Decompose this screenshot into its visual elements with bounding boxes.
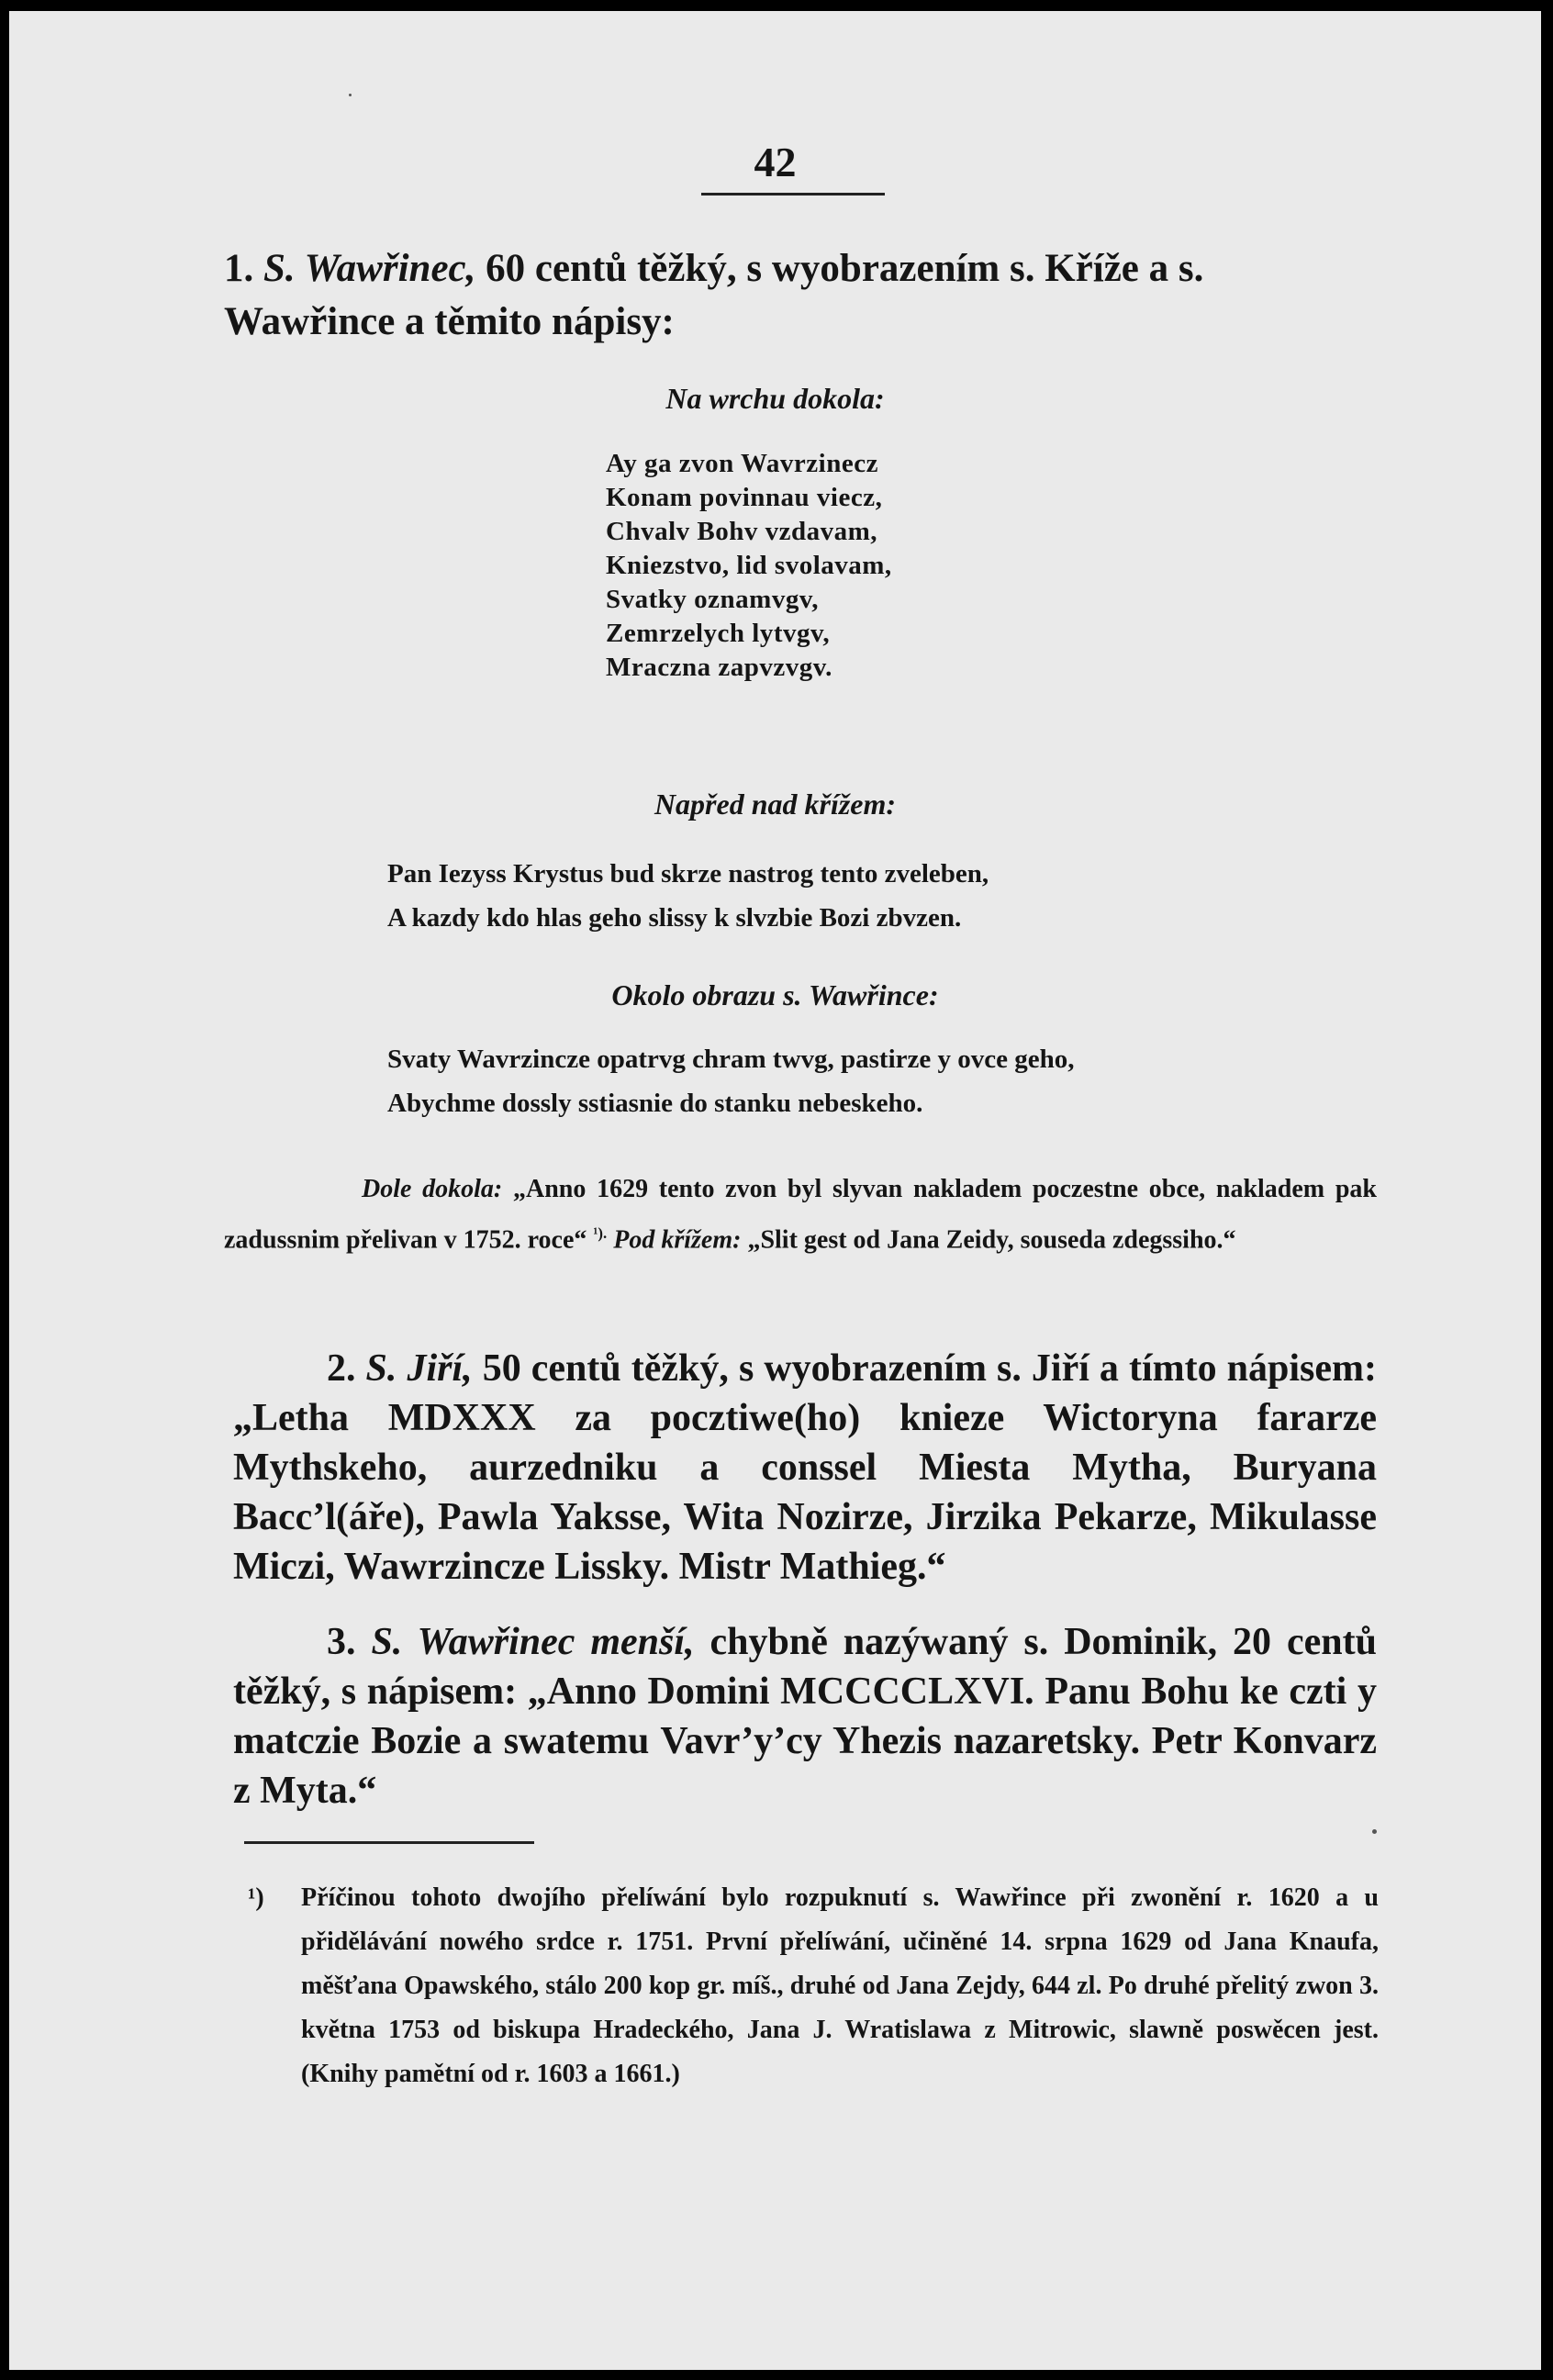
heading-image: Okolo obrazu s. Wawřince: (611, 978, 939, 1011)
entry-1-number: 1. (224, 247, 254, 290)
page-number: 42 (754, 139, 797, 185)
inscription-top-line: Konam povinnau viecz, (606, 483, 883, 512)
entry-2-text: 50 centů těžký, s wyobrazením s. Jiří a tímto nápisem: „Letha MDXXX za pocztiwe(ho) knieze Wictoryna fararze Mythskeho, aurzedniku a conssel Miesta Mytha, Buryana Bacc’l(áře), Pawla Yaksse, Wita Nozirze, Jirzika Pekarze, Mikulasse Miczi, Wawrzincze Lissky. Mistr Mathieg.“ (233, 1347, 1377, 1588)
inscription-top-line: Chvalv Bohv vzdavam, (606, 517, 878, 546)
inscription-cross (387, 852, 989, 940)
entry-1-text: 60 centů těžký, s wyobrazením s. Kříže a s. Wawřince a těmito nápisy: (224, 247, 1204, 343)
dole-text: „Anno 1629 tento zvon byl slyvan nakladem poczestne obce, nakladem pak zadussnim přelivan v 1752. roce“ (224, 1175, 1378, 1255)
footnote-rule (244, 1841, 534, 1844)
heading-top: Na wrchu dokola: (665, 382, 885, 415)
footnote-ref: ¹). (593, 1224, 608, 1242)
inscription-image-line: Svaty Wavrzincze opatrvg chram twvg, pastirze y ovce geho, (387, 1045, 1075, 1074)
inscription-top-line: Zemrzelych lytvgv, (606, 619, 831, 648)
cross-text: „Slit gest od Jana Zeidy, souseda zdegssiho.“ (741, 1225, 1236, 1255)
footnote-mark: ¹) (248, 1883, 264, 1912)
page-number-rule (701, 193, 885, 196)
footnote (248, 1876, 1379, 2096)
entry-1-saint: S. Wawřinec, (263, 247, 476, 290)
inscription-top-line: Kniezstvo, lid svolavam, (606, 551, 892, 580)
inscription-top (606, 447, 892, 685)
inscription-cross-line: Pan Iezyss Krystus bud skrze nastrog tento zveleben, (387, 859, 989, 888)
entry-1-paragraph (224, 242, 1377, 349)
cross-label: Pod křížem: (613, 1225, 742, 1255)
inscription-top-line: Svatky oznamvgv, (606, 585, 819, 614)
entry-2-number: 2. (327, 1347, 356, 1390)
inscription-top-line: Ay ga zvon Wavrzinecz (606, 449, 878, 478)
speck (349, 94, 352, 96)
speck (1372, 1829, 1377, 1834)
entry-2-saint: S. Jiří, (365, 1347, 473, 1390)
heading-cross: Napřed nad křížem: (654, 788, 897, 821)
inscription-top-line: Mraczna zapvzvgv. (606, 653, 832, 682)
entry-2-paragraph (233, 1344, 1377, 1592)
bottom-inscription-paragraph (224, 1168, 1377, 1262)
entry-3-text: chybně nazýwaný s. Dominik, 20 centů těžký, s nápisem: „Anno Domini MCCCCLXVI. Panu Bohu ke czti y matczie Bozie a swatemu Vavr’y’cy Yhezis nazaretsky. Petr Konvarz z Myta.“ (233, 1621, 1377, 1812)
book-page (9, 11, 1541, 2370)
entry-3-saint: S. Wawřinec menší, (371, 1621, 695, 1663)
inscription-image-line: Abychme dossly sstiasnie do stanku nebeskeho. (387, 1089, 923, 1118)
footnote-text: Příčinou tohoto dwojího přelíwání bylo rozpuknutí s. Wawřince při zwonění r. 1620 a u přidělávání nowého srdce r. 1751. První přelíwání, učiněné 14. srpna 1629 od Jana Knaufa, měšťana Opawského, stálo 200 kop gr. míš., druhé od Jana Zejdy, 644 zl. Po druhé přelitý zwon 3. května 1753 od biskupa Hradeckého, Jana J. Wratislawa z Mitrowic, slawně poswěcen jest. (Knihy pamětní od r. 1603 a 1661.) (301, 1883, 1379, 2088)
inscription-image (387, 1037, 1074, 1125)
entry-3-paragraph (233, 1617, 1377, 1816)
entry-3-number: 3. (327, 1621, 356, 1663)
dole-label: Dole dokola: (362, 1175, 503, 1203)
inscription-cross-line: A kazdy kdo hlas geho slissy k slvzbie Bozi zbvzen. (387, 903, 962, 933)
